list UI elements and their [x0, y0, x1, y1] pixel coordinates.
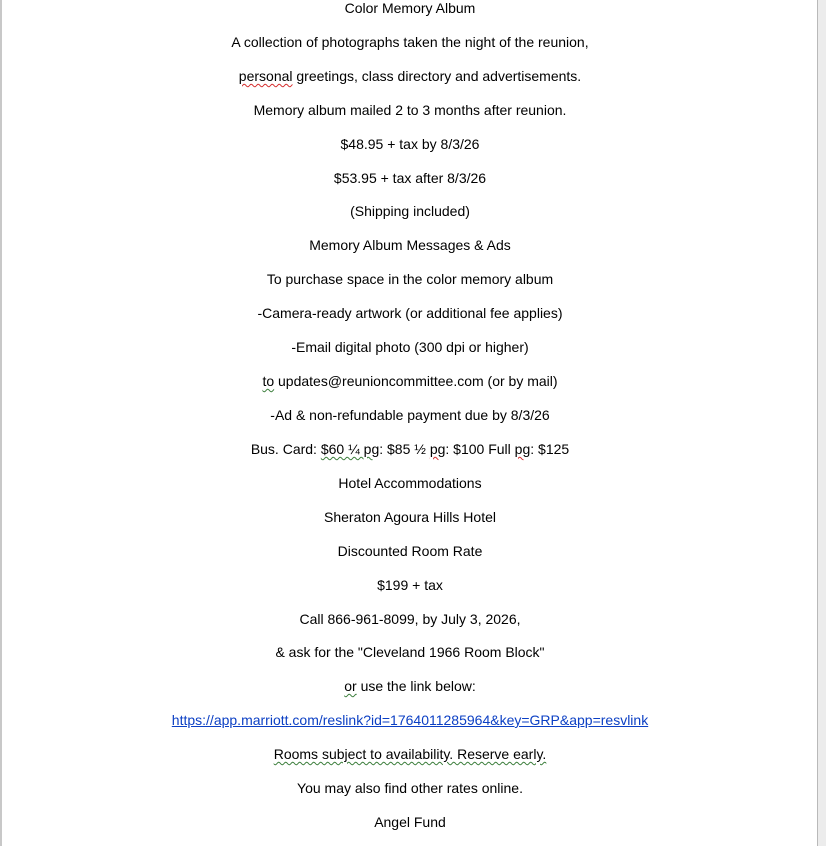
description-text: greetings, class directory and advertisements.: [292, 68, 582, 84]
early-price: $48.95 + tax by 8/3/26: [340, 136, 480, 152]
artwork-requirement: -Camera-ready artwork (or additional fee applies): [257, 305, 563, 321]
angel-fund-heading: Angel Fund: [374, 814, 446, 830]
grammar-word[interactable]: to: [262, 373, 275, 389]
ads-heading: Memory Album Messages & Ads: [309, 237, 511, 253]
reservation-link[interactable]: https://app.marriott.com/reslink?id=1764011285964&key=GRP&app=resvlink: [171, 712, 649, 728]
album-title: Color Memory Album: [344, 0, 476, 16]
other-rates-note: You may also find other rates online.: [297, 780, 523, 796]
mailing-note: Memory album mailed 2 to 3 months after reunion.: [253, 102, 567, 118]
grammar-phrase[interactable]: $60 ¼ pg: [320, 441, 380, 457]
purchase-instruction: To purchase space in the color memory album: [266, 271, 554, 287]
rate-text: : $85 ½: [379, 441, 430, 457]
room-block-instruction: & ask for the "Cleveland 1966 Room Block": [275, 644, 545, 660]
spellcheck-word[interactable]: pg: [429, 441, 446, 457]
grammar-word[interactable]: or: [344, 678, 357, 694]
spellcheck-word[interactable]: personal: [238, 68, 293, 84]
link-intro-text: use the link below:: [356, 678, 476, 694]
rate-text: Bus. Card:: [250, 441, 321, 457]
payment-deadline: -Ad & non-refundable payment due by 8/3/26: [270, 407, 550, 423]
spellcheck-word[interactable]: pg: [514, 441, 531, 457]
ad-rates: [0, 441, 820, 458]
hotel-name: Sheraton Agoura Hills Hotel: [324, 509, 496, 525]
album-description-line-2: [0, 68, 820, 85]
room-price: $199 + tax: [377, 577, 443, 593]
availability-note: [0, 746, 820, 763]
reservation-link-line: [0, 712, 820, 729]
rate-text: : $125: [530, 441, 570, 457]
email-text: updates@reunioncommittee.com (or by mail): [274, 373, 558, 389]
link-intro: [0, 678, 820, 695]
rate-text: : $100 Full: [445, 441, 515, 457]
hotel-heading: Hotel Accommodations: [338, 475, 482, 491]
album-description-line-1: A collection of photographs taken the night of the reunion,: [231, 34, 589, 50]
shipping-note: (Shipping included): [350, 203, 470, 219]
grammar-sentence[interactable]: Rooms subject to availability. Reserve early.: [273, 746, 547, 762]
photo-requirement: -Email digital photo (300 dpi or higher): [291, 339, 529, 355]
call-instruction: Call 866-961-8099, by July 3, 2026,: [299, 611, 521, 627]
email-instruction: [0, 373, 820, 390]
late-price: $53.95 + tax after 8/3/26: [333, 170, 487, 186]
discount-heading: Discounted Room Rate: [337, 543, 483, 559]
